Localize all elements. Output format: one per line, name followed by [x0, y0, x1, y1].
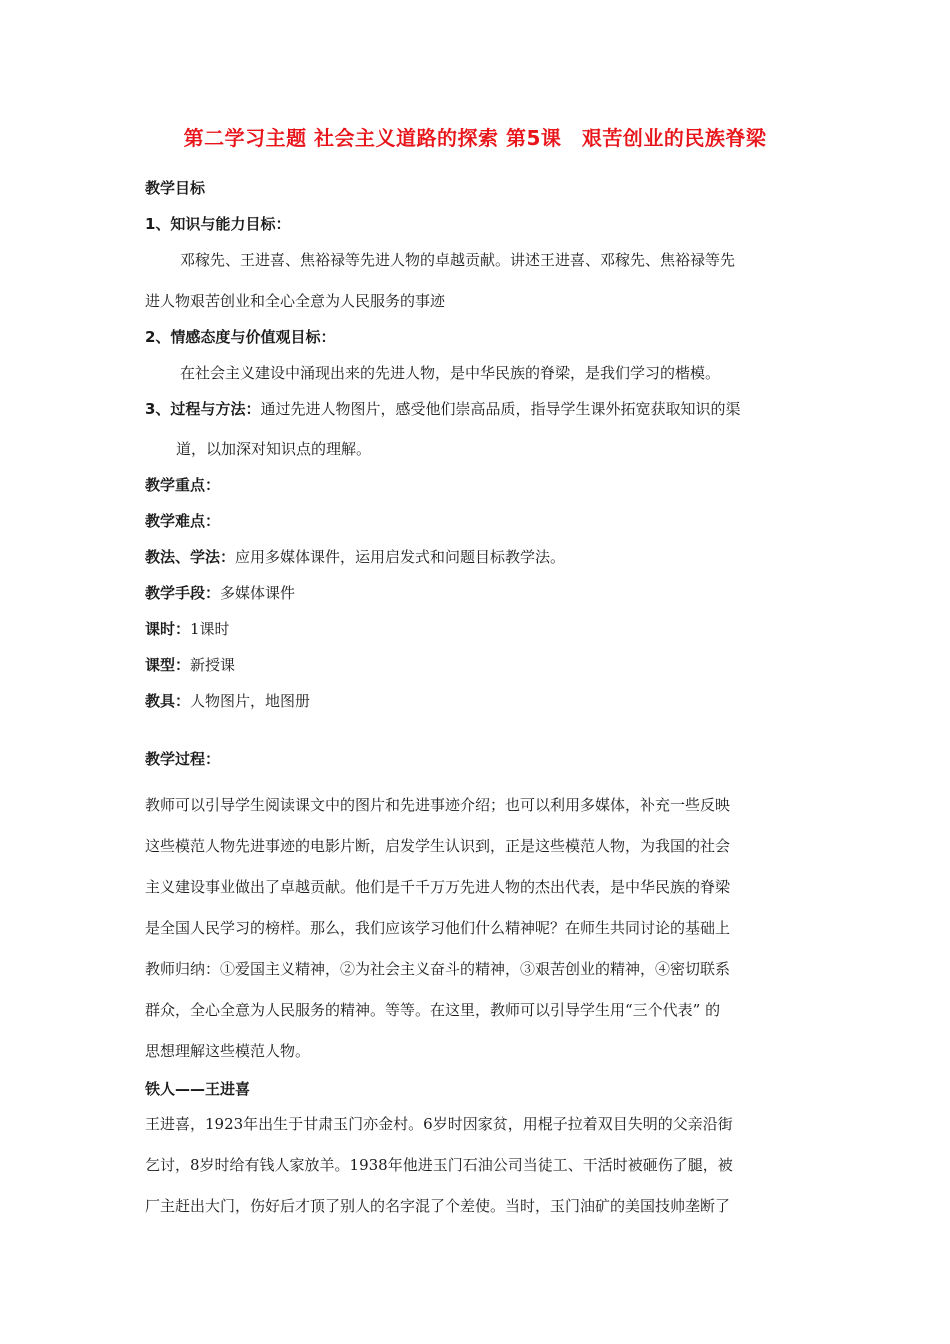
- tools-label: 教具：: [145, 692, 191, 710]
- wang-jinxi-heading: 铁人——王进喜: [145, 1080, 251, 1098]
- objective-3-text: 道，以加深对知识点的理解。: [176, 440, 372, 458]
- process-paragraph-line: 是全国人民学习的榜样。那么，我们应该学习他们什么精神呢？在师生共同讨论的基础上: [145, 919, 731, 937]
- methods-text: 应用多媒体课件，运用启发式和问题目标教学法。: [235, 548, 566, 566]
- objectives-heading: 教学目标: [145, 179, 206, 197]
- means-label: 教学手段：: [145, 584, 221, 602]
- process-paragraph-line: 思想理解这些模范人物。: [145, 1042, 311, 1060]
- type-line: [145, 655, 235, 675]
- objective-2-text: 在社会主义建设中涌现出来的先进人物，是中华民族的脊梁，是我们学习的楷模。: [180, 364, 721, 382]
- document-title: 第二学习主题 社会主义道路的探索 第5课 艰苦创业的民族脊梁: [183, 126, 767, 150]
- objective-2-heading: 2、情感态度与价值观目标：: [145, 328, 336, 346]
- process-paragraph-line: 这些模范人物先进事迹的电影片断，启发学生认识到，正是这些模范人物，为我国的社会: [145, 837, 731, 855]
- process-paragraph-line: 教师可以引导学生阅读课文中的图片和先进事迹介绍；也可以利用多媒体，补充一些反映: [145, 796, 731, 814]
- process-paragraph-line: 群众，全心全意为人民服务的精神。等等。在这里，教师可以引导学生用“三个代表” 的: [145, 1001, 721, 1019]
- objective-3-heading: 3、过程与方法：: [145, 400, 261, 418]
- type-label: 课型：: [145, 656, 191, 674]
- key-points-label: 教学重点：: [145, 476, 221, 494]
- tools-text: 人物图片，地图册: [190, 692, 311, 710]
- process-heading: 教学过程：: [145, 750, 221, 768]
- objective-3-line: [145, 399, 740, 419]
- type-text: 新授课: [190, 656, 236, 674]
- wang-paragraph-line: 厂主赶出大门，伤好后才顶了别人的名字混了个差使。当时，玉门油矿的美国技帅垄断了: [145, 1197, 731, 1215]
- hours-text: 1课时: [190, 620, 230, 638]
- means-text: 多媒体课件: [220, 584, 296, 602]
- objective-1-text: 邓稼先、王进喜、焦裕禄等先进人物的卓越贡献。讲述王进喜、邓稼先、焦裕禄等先: [180, 251, 736, 269]
- process-paragraph-line: 主义建设事业做出了卓越贡献。他们是千千万万先进人物的杰出代表，是中华民族的脊梁: [145, 878, 731, 896]
- wang-paragraph-line: 乞讨，8岁时给有钱人家放羊。1938年他进玉门石油公司当徒工、干活时被砸伤了腿，被: [145, 1156, 733, 1174]
- hours-label: 课时：: [145, 620, 191, 638]
- process-paragraph-line: 教师归纳：①爱国主义精神，②为社会主义奋斗的精神，③艰苦创业的精神，④密切联系: [145, 960, 731, 978]
- difficulties-label: 教学难点：: [145, 512, 221, 530]
- hours-line: [145, 619, 230, 639]
- tools-line: [145, 691, 310, 711]
- methods-label: 教法、学法：: [145, 548, 236, 566]
- objective-1-heading: 1、知识与能力目标：: [145, 215, 291, 233]
- methods-line: [145, 547, 565, 567]
- objective-1-text: 进人物艰苦创业和全心全意为人民服务的事迹: [145, 292, 446, 310]
- wang-paragraph-line: 王进喜，1923年出生于甘肃玉门亦金村。6岁时因家贫，用棍子拉着双目失明的父亲沿街: [145, 1115, 733, 1133]
- means-line: [145, 583, 295, 603]
- objective-3-text: 通过先进人物图片，感受他们崇高品质，指导学生课外拓宽获取知识的渠: [260, 400, 741, 418]
